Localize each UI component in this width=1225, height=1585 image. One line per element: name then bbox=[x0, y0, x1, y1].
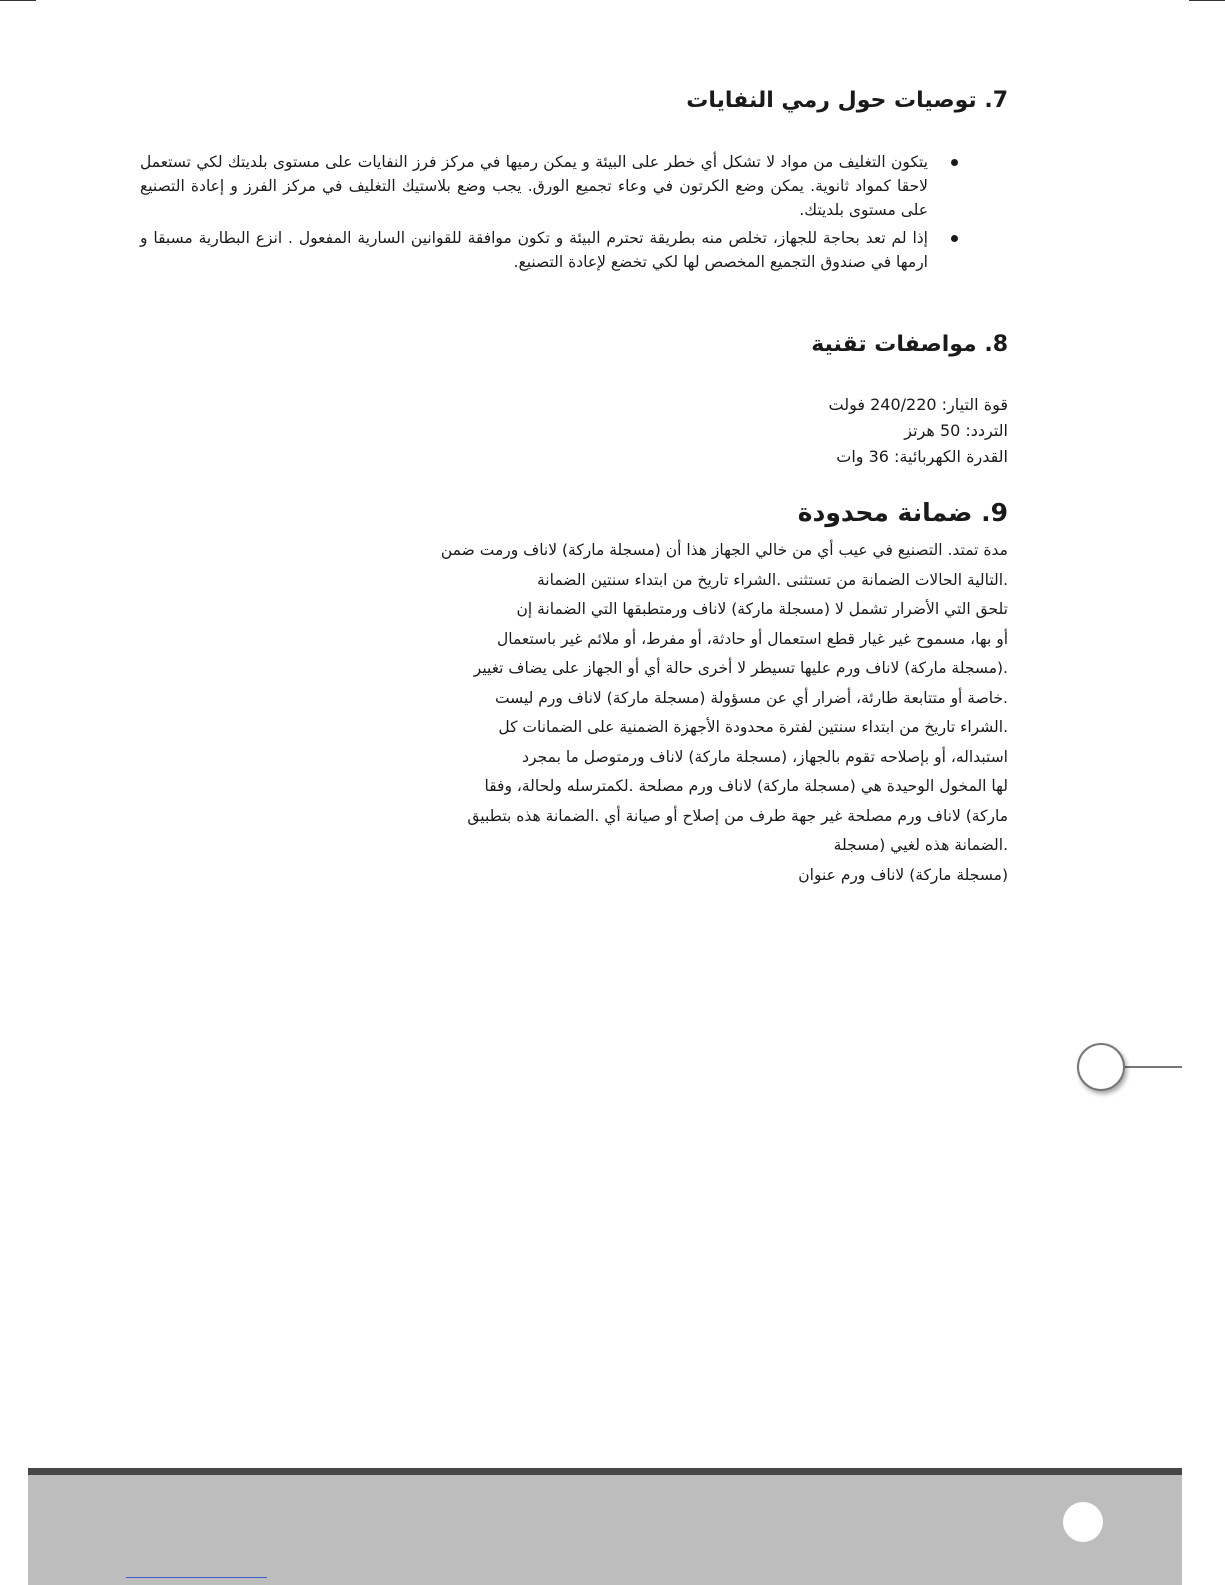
crop-mark-right bbox=[1189, 0, 1225, 1]
spec-power: القدرة الكهربائية: 36 وات bbox=[836, 447, 1008, 466]
page-tab-connector bbox=[1120, 1066, 1182, 1068]
page-tab-circle bbox=[1077, 1043, 1125, 1091]
warranty-line: .التالية الحالات الضمانة من تستثنى .الشراء تاريخ من ابتداء سنتين الضمانة bbox=[537, 570, 1008, 589]
section-9-heading: 9. ضمانة محدودة bbox=[797, 498, 1008, 527]
warranty-line: .الشراء تاريخ من ابتداء سنتين لفترة محدودة الأجهزة الضمنية على الضمانات كل bbox=[498, 718, 1008, 736]
footer-rule bbox=[28, 1468, 1182, 1475]
warranty-line: أو بها، مسموح غير غيار قطع استعمال أو حادثة، أو مفرط، أو ملائم غير باستعمال bbox=[496, 629, 1008, 648]
spec-voltage: قوة التيار: 240/220 فولت bbox=[828, 395, 1008, 414]
warranty-line: (مسجلة ماركة) لاناف ورم عنوان bbox=[798, 865, 1008, 884]
footer-link-underline bbox=[126, 1577, 267, 1578]
warranty-line: تلحق التي الأضرار تشمل لا (مسجلة ماركة) لاناف ورمتطبقها التي الضمانة إن bbox=[516, 600, 1008, 618]
warranty-text bbox=[160, 536, 1008, 890]
page-number-circle bbox=[1063, 1502, 1103, 1542]
warranty-line: لها المخول الوحيدة هي (مسجلة ماركة) لاناف ورم مصلحة .لكمترسله ولحالة، وفقا bbox=[484, 777, 1008, 795]
list-item bbox=[140, 150, 1008, 222]
crop-mark-left bbox=[0, 0, 36, 1]
warranty-line: .خاصة أو متتابعة طارئة، أضرار أي عن مسؤولة (مسجلة ماركة) لاناف ورم ليست bbox=[494, 688, 1008, 707]
spec-frequency: التردد: 50 هرتز bbox=[904, 421, 1008, 440]
disposal-recommendations-list bbox=[140, 150, 1008, 278]
bullet-icon bbox=[951, 235, 958, 242]
technical-specs bbox=[829, 392, 1009, 470]
section-8-heading: 8. مواصفات تقنية bbox=[811, 332, 1008, 357]
list-item-text: إذا لم تعد بحاجة للجهاز، تخلص منه بطريقة تحترم البيئة و تكون موافقة للقوانين السارية المفعول . انزع البطارية مسبقا و ارمها في صندوق التجميع المخصص لها لكي تخضع لإعادة التصنيع. bbox=[140, 229, 928, 271]
section-7-heading: 7. توصيات حول رمي النفايات bbox=[686, 88, 1008, 113]
page-footer bbox=[28, 1475, 1182, 1585]
warranty-line: استبداله، أو بإصلاحه تقوم بالجهاز، (مسجلة ماركة) لاناف ورمتوصل ما بمجرد bbox=[522, 747, 1008, 766]
warranty-line: ماركة) لاناف ورم مصلحة غير جهة طرف من إصلاح أو صيانة أي .الضمانة هذه بتطبيق bbox=[467, 806, 1008, 825]
warranty-line: .الضمانة هذه لغيي (مسجلة bbox=[833, 836, 1008, 854]
list-item bbox=[140, 226, 1008, 274]
bullet-icon bbox=[951, 159, 958, 166]
list-item-text: يتكون التغليف من مواد لا تشكل أي خطر على البيئة و يمكن رميها في مركز فرز النفايات على مستوى بلديتك لكي تستعمل لاحقا كمواد ثانوية. يمكن وضع الكرتون في وعاء تجميع الورق. يجب وضع بلاستيك التغليف في مركز الفرز و إعادة التصنيع على مستوى بلديتك. bbox=[140, 153, 928, 219]
warranty-line: مدة تمتد. التصنيع في عيب أي من خالي الجهاز هذا أن (مسجلة ماركة) لاناف ورمت ضمن bbox=[440, 541, 1008, 559]
warranty-line: .(مسجلة ماركة) لاناف ورم عليها تسيطر لا أخرى حالة أي أو الجهاز على يضاف تغيير bbox=[473, 659, 1008, 677]
